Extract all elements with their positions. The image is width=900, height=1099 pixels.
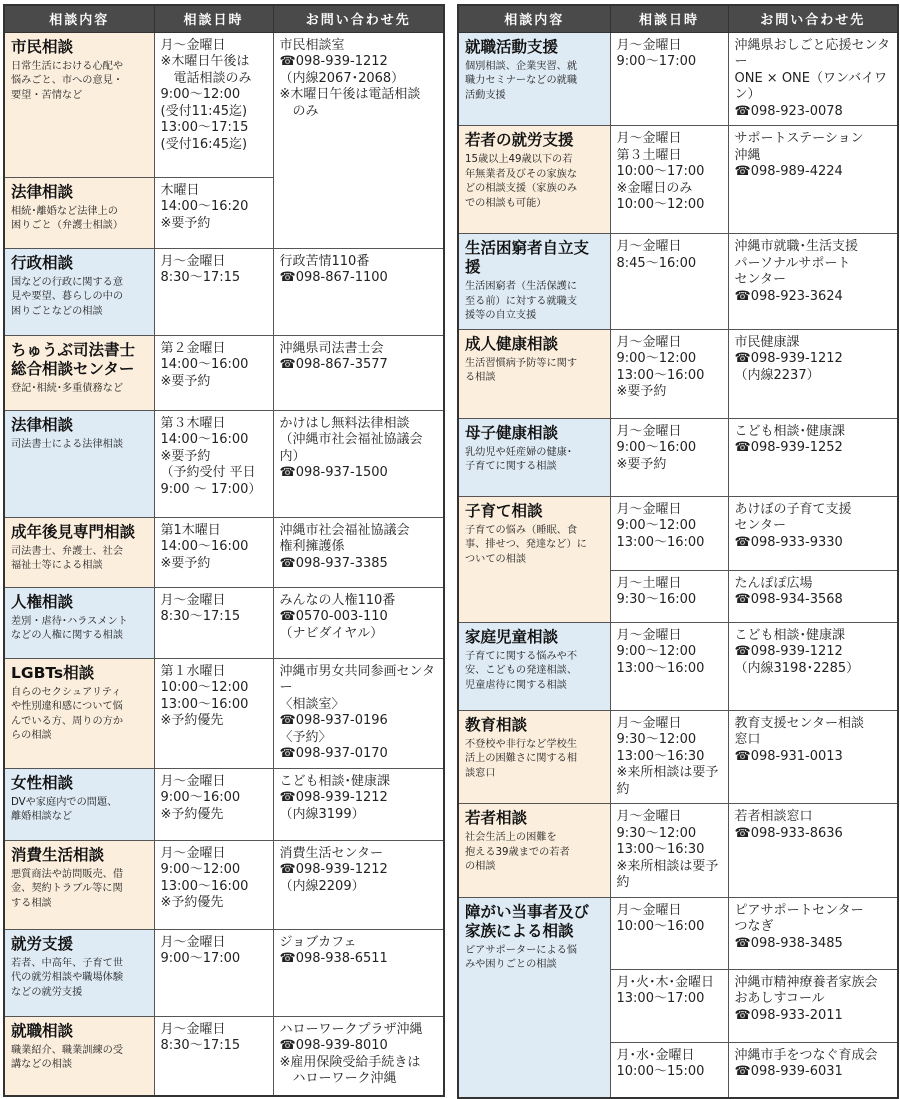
table-row xyxy=(4,929,444,1016)
contact-cell: あけぼの子育て支援 センター ☎098-933-9330 xyxy=(728,496,898,570)
table-row xyxy=(458,622,898,710)
category-title: 母子健康相談 xyxy=(465,423,559,442)
header-datetime: 相談日時 xyxy=(154,5,273,32)
category-cell xyxy=(4,32,154,177)
category-desc: 15歳以上49歳以下の若 年無業者及びその家族な どの相談支援（家族のみ での相談も可能） xyxy=(465,154,578,209)
header-contact: お問い合わせ先 xyxy=(273,5,444,32)
category-desc: 若者、中高年、子育て世 代の就労相談や職場体験 などの就労支援 xyxy=(11,957,124,998)
category-desc: 不登校や非行など学校生 活上の困難さに関する相 談窓口 xyxy=(465,738,578,779)
category-desc: 国などの行政に関する意 見や要望、暮らしの中の 困りごとなどの相談 xyxy=(11,276,124,317)
category-cell xyxy=(4,840,154,929)
category-title: 消費生活相談 xyxy=(11,845,105,864)
datetime-cell: 木曜日 14:00～16:20 ※要予約 xyxy=(154,177,273,248)
table-row xyxy=(458,329,898,418)
consultation-table-left xyxy=(3,4,445,1097)
category-title: 市民相談 xyxy=(11,37,74,56)
category-desc: 日常生活における心配や 悩みごと、市への意見・ 要望・苦情など xyxy=(11,60,124,101)
table-row xyxy=(4,768,444,840)
category-desc: 相続･離婚など法律上の 困りごと（弁護士相談） xyxy=(11,205,124,231)
contact-cell: みんなの人権110番 ☎0570-003-110 （ナビダイヤル） xyxy=(273,587,444,658)
category-cell xyxy=(458,126,610,234)
contact-cell: 教育支援センター相談 窓口 ☎098-931-0013 xyxy=(728,710,898,804)
category-title: 成年後見専門相談 xyxy=(11,522,136,541)
contact-cell: ジョブカフェ ☎098-938-6511 xyxy=(273,929,444,1016)
table-row xyxy=(4,840,444,929)
category-title: 若者の就労支援 xyxy=(465,131,574,149)
category-title: 若者相談 xyxy=(465,809,528,827)
category-desc: 生活習慣病予防等に関す る相談 xyxy=(465,357,578,383)
category-title: 家庭児童相談 xyxy=(465,627,559,646)
category-title: 女性相談 xyxy=(11,773,74,792)
datetime-cell: 月～金曜日 第３土曜日 10:00～17:00 ※金曜日のみ 10:00～12:00 xyxy=(610,126,728,234)
category-desc: 乳幼児や妊産婦の健康･ 子育てに関する相談 xyxy=(465,446,572,472)
contact-cell: かけはし無料法律相談 （沖縄市社会福祉協議会内） ☎098-937-1500 xyxy=(273,410,444,517)
category-desc: 職業紹介、職業訓練の受 講などの相談 xyxy=(11,1044,124,1070)
category-cell xyxy=(4,658,154,768)
category-desc: 自らのセクシュアリティ や性別違和感について悩 んでいる方、周りの方か らの相談 xyxy=(11,686,124,741)
category-cell xyxy=(458,234,610,330)
contact-cell: たんぽぽ広場 ☎098-934-3568 xyxy=(728,570,898,622)
datetime-cell: 第３木曜日 14:00～16:00 ※要予約 （予約受付 平日 9:00 ～ 17:00） xyxy=(154,410,273,517)
table-row xyxy=(458,126,898,234)
category-title: 子育て相談 xyxy=(465,501,543,520)
table-row xyxy=(458,418,898,496)
table-row xyxy=(4,248,444,335)
category-cell xyxy=(458,897,610,1098)
header-datetime: 相談日時 xyxy=(610,5,728,32)
datetime-cell: 月～金曜日 9:00～17:00 xyxy=(154,929,273,1016)
category-desc: 生活困窮者（生活保護に 至る前）に対する就職支 援等の自立支援 xyxy=(465,281,578,321)
table-row xyxy=(458,32,898,126)
contact-cell: 沖縄市社会福祉協議会 権利擁護係 ☎098-937-3385 xyxy=(273,517,444,587)
category-cell xyxy=(458,622,610,710)
table-row xyxy=(458,496,898,570)
category-title: 障がい当事者及び 家族による相談 xyxy=(465,902,590,940)
category-desc: DVや家庭内での問題、 離婚相談など xyxy=(11,796,118,822)
contact-cell: 沖縄市男女共同参画センター 〈相談室〉 ☎098-937-0196 〈予約〉 ☎098-937-0170 xyxy=(273,658,444,768)
contact-cell: 若者相談窓口 ☎098-933-8636 xyxy=(728,804,898,898)
category-desc: 社会生活上の困難を 抱える39歳までの若者 の相談 xyxy=(465,832,570,872)
datetime-cell: 月～金曜日 9:00～17:00 xyxy=(610,32,728,126)
consultation-table-right xyxy=(457,4,899,1099)
category-cell xyxy=(458,710,610,804)
table-row xyxy=(4,32,444,177)
category-cell xyxy=(4,929,154,1016)
contact-cell: 沖縄市就職･生活支援 パーソナルサポート センター ☎098-923-3624 xyxy=(728,234,898,330)
contact-cell: 沖縄市精神療養者家族会 おあしすコール ☎098-933-2011 xyxy=(728,969,898,1042)
category-title: 法律相談 xyxy=(11,182,74,201)
contact-cell: サポートステーション 沖縄 ☎098-989-4224 xyxy=(728,126,898,234)
table-row xyxy=(4,517,444,587)
datetime-cell: 月～金曜日 9:30～12:00 13:00～16:30 ※来所相談は要予約 xyxy=(610,710,728,804)
contact-cell: こども相談･健康課 ☎098-939-1212 （内線3198･2285） xyxy=(728,622,898,710)
datetime-cell: 第１水曜日 10:00～12:00 13:00～16:00 ※予約優先 xyxy=(154,658,273,768)
contact-cell: 沖縄県おしごと応援センター ONE × ONE（ワンバイワン） ☎098-923-0078 xyxy=(728,32,898,126)
category-cell xyxy=(4,587,154,658)
category-title: 法律相談 xyxy=(11,415,74,434)
category-desc: 子育てに関する悩みや不 安、こどもの発達相談、 児童虐待に関する相談 xyxy=(465,650,578,691)
contact-cell: ハローワークプラザ沖縄 ☎098-939-8010 ※雇用保険受給手続きは ハローワーク沖縄 xyxy=(273,1016,444,1096)
datetime-cell: 月～金曜日 9:00～16:00 ※予約優先 xyxy=(154,768,273,840)
datetime-cell: 月･火･木･金曜日 13:00～17:00 xyxy=(610,969,728,1042)
datetime-cell: 月～金曜日 8:45～16:00 xyxy=(610,234,728,330)
category-desc: 子育ての悩み（睡眠、食 事、排せつ、発達など）に ついての相談 xyxy=(465,524,587,565)
category-cell xyxy=(4,768,154,840)
datetime-cell: 月～金曜日 8:30～17:15 xyxy=(154,1016,273,1096)
contact-cell: 市民健康課 ☎098-939-1212 （内線2237） xyxy=(728,329,898,418)
table-row xyxy=(4,335,444,410)
table-row xyxy=(458,804,898,898)
datetime-cell: 月～金曜日 9:00～12:00 13:00～16:00 ※要予約 xyxy=(610,329,728,418)
datetime-cell: 月～金曜日 9:00～12:00 13:00～16:00 xyxy=(610,496,728,570)
category-title: LGBTs相談 xyxy=(11,663,95,682)
category-title: 教育相談 xyxy=(465,715,528,734)
datetime-cell: 月～金曜日 9:30～12:00 13:00～16:30 ※来所相談は要予約 xyxy=(610,804,728,898)
category-desc: 個別相談、企業実習、就 職力セミナーなどの就職 活動支援 xyxy=(465,60,578,101)
datetime-cell: 第２金曜日 14:00～16:00 ※要予約 xyxy=(154,335,273,410)
header-category: 相談内容 xyxy=(4,5,154,32)
datetime-cell: 月～金曜日 9:00～12:00 13:00～16:00 xyxy=(610,622,728,710)
category-desc: 司法書士による法律相談 xyxy=(11,438,124,450)
category-title: 就職相談 xyxy=(11,1021,74,1040)
category-cell xyxy=(4,517,154,587)
category-title: 行政相談 xyxy=(11,253,74,272)
contact-cell: 沖縄市手をつなぐ育成会 ☎098-939-6031 xyxy=(728,1042,898,1098)
table-row xyxy=(4,410,444,517)
contact-cell: 市民相談室 ☎098-939-1212 （内線2067･2068） ※木曜日午後は電話相談 のみ xyxy=(273,32,444,248)
category-desc: ピアサポーターによる悩 みや困りごとの相談 xyxy=(465,944,578,970)
category-title: 就職活動支援 xyxy=(465,37,559,56)
datetime-cell: 月～金曜日 10:00～16:00 xyxy=(610,897,728,969)
category-desc: 司法書士、弁護士、社会 福祉士等による相談 xyxy=(11,545,124,571)
contact-cell: ピアサポートセンター つなぎ ☎098-938-3485 xyxy=(728,897,898,969)
header-category: 相談内容 xyxy=(458,5,610,32)
category-title: ちゅうぶ司法書士 総合相談センター xyxy=(11,340,136,378)
contact-cell: こども相談･健康課 ☎098-939-1252 xyxy=(728,418,898,496)
header-contact: お問い合わせ先 xyxy=(728,5,898,32)
datetime-cell: 月～金曜日 8:30～17:15 xyxy=(154,587,273,658)
category-cell xyxy=(4,410,154,517)
contact-cell: 消費生活センター ☎098-939-1212 （内線2209） xyxy=(273,840,444,929)
table-row xyxy=(458,234,898,330)
category-cell xyxy=(458,32,610,126)
category-cell xyxy=(458,329,610,418)
category-cell xyxy=(4,1016,154,1096)
category-cell xyxy=(4,335,154,410)
contact-cell: こども相談･健康課 ☎098-939-1212 （内線3199） xyxy=(273,768,444,840)
datetime-cell: 月～金曜日 ※木曜日午後は 電話相談のみ 9:00～12:00 (受付11:45迄) 13:00～17:15 (受付16:45迄) xyxy=(154,32,273,177)
contact-cell: 行政苦情110番 ☎098-867-1100 xyxy=(273,248,444,335)
datetime-cell: 月～金曜日 9:00～12:00 13:00～16:00 ※予約優先 xyxy=(154,840,273,929)
table-row xyxy=(458,710,898,804)
category-desc: 差別・虐待･ハラスメント などの人権に関する相談 xyxy=(11,615,128,641)
category-desc: 登記･相続･多重債務など xyxy=(11,382,124,394)
table-row xyxy=(458,897,898,969)
table-row xyxy=(4,1016,444,1096)
category-desc: 悪質商法や訪問販売、借 金、契約トラブル等に関 する相談 xyxy=(11,868,124,909)
category-title: 生活困窮者自立支援 xyxy=(465,239,590,276)
category-cell xyxy=(4,248,154,335)
category-cell xyxy=(458,496,610,622)
datetime-cell: 月～金曜日 8:30～17:15 xyxy=(154,248,273,335)
category-cell xyxy=(458,804,610,898)
category-title: 成人健康相談 xyxy=(465,334,559,353)
table-row xyxy=(4,587,444,658)
datetime-cell: 月～金曜日 9:00～16:00 ※要予約 xyxy=(610,418,728,496)
contact-cell: 沖縄県司法書士会 ☎098-867-3577 xyxy=(273,335,444,410)
datetime-cell: 月･水･金曜日 10:00～15:00 xyxy=(610,1042,728,1098)
category-cell xyxy=(458,418,610,496)
category-title: 人権相談 xyxy=(11,592,74,611)
datetime-cell: 第1木曜日 14:00～16:00 ※要予約 xyxy=(154,517,273,587)
category-cell xyxy=(4,177,154,248)
datetime-cell: 月～土曜日 9:30～16:00 xyxy=(610,570,728,622)
category-title: 就労支援 xyxy=(11,934,74,953)
table-row xyxy=(4,658,444,768)
